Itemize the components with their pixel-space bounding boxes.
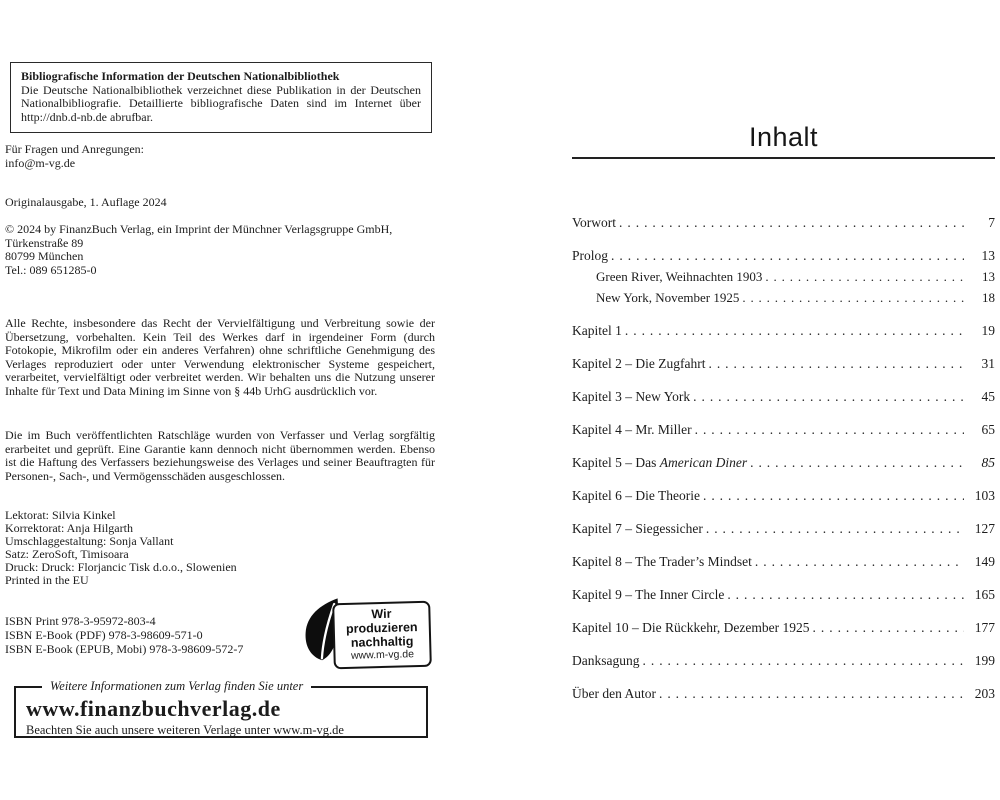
credit-korrektorat: Korrektorat: Anja Hilgarth	[5, 521, 133, 535]
bib-box-body: Die Deutsche Nationalbibliothek verzeichnet diese Publikation in der Deutschen Nationalbibliografie. Detaillierte bibliografische Daten sind im Internet über http://dnb.d-nb.de abrufbar.	[21, 82, 421, 124]
badge-line1: Wir produzieren	[345, 606, 418, 636]
sustainability-badge-box	[332, 601, 432, 670]
toc-subentry-green-river	[572, 266, 995, 287]
dot-leader	[755, 551, 964, 572]
dot-leader	[703, 485, 964, 506]
dot-leader	[695, 419, 964, 440]
contact-email: info@m-vg.de	[5, 155, 76, 170]
dot-leader	[706, 518, 964, 539]
toc-label: Kapitel 1	[572, 323, 622, 338]
copyright-line: © 2024 by FinanzBuch Verlag, ein Imprint der Münchner Verlagsgruppe GmbH,	[5, 222, 393, 236]
badge-url: www.m-vg.de	[350, 648, 415, 662]
title-rule	[572, 157, 995, 159]
toc-entry-danksagung	[572, 650, 995, 671]
publisher-city: 80799 München	[5, 249, 84, 263]
toc-entry-kapitel-1	[572, 320, 995, 341]
contents-page	[572, 0, 995, 800]
toc-entry-kapitel-10	[572, 617, 995, 638]
toc-subentry-new-york	[572, 287, 995, 308]
isbn-ebook-pdf: ISBN E-Book (PDF) 978-3-98609-571-0	[5, 628, 203, 642]
dot-leader	[750, 452, 964, 473]
dot-leader	[765, 266, 964, 287]
toc-page-number: 19	[981, 323, 995, 338]
disclaimer-paragraph: Die im Buch veröffentlichten Ratschläge wurden von Verfasser und Verlag sorgfältig erarbeitet und geprüft. Eine Garantie kann dennoch nicht übernommen werden. Ebenso ist die Haftung des Verfassers beziehungsweise des Verlages und seiner Beauftragten für Personen-, Sach-, und Vermögensschäden ausgeschlossen.	[5, 428, 435, 483]
toc-label: Kapitel 10 – Die Rückkehr, Dezember 1925	[572, 620, 810, 635]
toc-page-number: 65	[981, 422, 995, 437]
publisher-street: Türkenstraße 89	[5, 235, 84, 250]
contact-block	[5, 143, 435, 170]
toc-page-number: 177	[974, 620, 995, 635]
toc-label: Prolog	[572, 248, 609, 263]
toc-label: Kapitel 6 – Die Theorie	[572, 488, 700, 503]
imprint-page	[0, 0, 450, 800]
credit-druck: Druck: Druck: Florjancic Tisk d.o.o., Slowenien	[5, 560, 237, 574]
toc-page-number: 203	[974, 686, 995, 701]
toc-entry-kapitel-2	[572, 353, 995, 374]
toc-label: Über den Autor	[572, 686, 656, 701]
toc-label: Kapitel 9 – The Inner Circle	[572, 587, 725, 602]
bibliographic-info-box	[10, 62, 432, 133]
credit-lektorat: Lektorat: Silvia Kinkel	[5, 508, 116, 522]
credits-block	[5, 509, 435, 587]
rights-paragraph: Alle Rechte, insbesondere das Recht der Vervielfältigung und Verbreitung sowie der Übersetzung, vorbehalten. Kein Teil des Werkes darf in irgendeiner Form (durch Fotokopie, Mikrofilm oder ein anderes Verfahren) ohne schriftliche Genehmigung des Verlages reproduziert oder unter Verwendung elektronischer Systeme gespeichert, verarbeitet, vervielfältigt oder verbreitet werden. Wir behalten uns die Nutzung unserer Inhalte für Text und Data Mining im Sinne von § 44b UrhG ausdrücklich vor.	[5, 316, 435, 398]
dot-leader	[625, 320, 964, 341]
toc-entry-kapitel-9	[572, 584, 995, 605]
dot-leader	[742, 287, 964, 308]
publisher-note: Beachten Sie auch unsere weiteren Verlage unter www.m-vg.de	[26, 723, 344, 737]
toc-page-number: 165	[974, 587, 995, 602]
toc-page-number: 31	[981, 356, 995, 371]
toc-label: Danksagung	[572, 653, 640, 668]
toc-entry-kapitel-4	[572, 419, 995, 440]
dot-leader	[619, 212, 964, 233]
bib-box-title: Bibliografische Information der Deutschen Nationalbibliothek	[21, 69, 340, 83]
toc-page-number: 13	[981, 248, 995, 263]
credit-umschlag: Umschlaggestaltung: Sonja Vallant	[5, 534, 174, 548]
table-of-contents	[572, 212, 995, 704]
publisher-url: www.finanzbuchverlag.de	[26, 696, 281, 721]
toc-page-number: 18	[982, 290, 995, 305]
credit-printed: Printed in the EU	[5, 573, 89, 587]
toc-page-number: 103	[974, 488, 995, 503]
toc-label: Kapitel 4 – Mr. Miller	[572, 422, 692, 437]
toc-page-number: 45	[981, 389, 995, 404]
toc-label: Kapitel 7 – Siegessicher	[572, 521, 703, 536]
toc-entry-prolog	[572, 245, 995, 266]
toc-label: Kapitel 5 – Das	[572, 455, 660, 470]
toc-entry-vorwort	[572, 212, 995, 233]
toc-page-number: 85	[981, 455, 995, 470]
dot-leader	[643, 650, 965, 671]
publisher-phone: Tel.: 089 651285-0	[5, 262, 97, 277]
dot-leader	[813, 617, 964, 638]
toc-label: Green River, Weihnachten 1903	[596, 269, 763, 284]
isbn-ebook-epub: ISBN E-Book (EPUB, Mobi) 978-3-98609-572-7	[5, 642, 244, 656]
toc-entry-ueber-den-autor	[572, 683, 995, 704]
dot-leader	[708, 353, 964, 374]
contact-label: Für Fragen und Anregungen:	[5, 142, 144, 156]
toc-label: Kapitel 8 – The Trader’s Mindset	[572, 554, 752, 569]
isbn-print: ISBN Print 978-3-95972-803-4	[5, 614, 156, 628]
toc-entry-kapitel-5	[572, 452, 995, 473]
toc-entry-kapitel-3	[572, 386, 995, 407]
page-title: Inhalt	[748, 122, 819, 152]
toc-label: Kapitel 3 – New York	[572, 389, 691, 404]
toc-page-number: 199	[974, 653, 995, 668]
dot-leader	[693, 386, 964, 407]
toc-entry-kapitel-7	[572, 518, 995, 539]
toc-entry-kapitel-8	[572, 551, 995, 572]
dot-leader	[659, 683, 964, 704]
toc-label: Kapitel 2 – Die Zugfahrt	[572, 356, 706, 371]
credit-satz: Satz: ZeroSoft, Timisoara	[5, 547, 129, 561]
toc-page-number: 13	[982, 269, 995, 284]
dot-leader	[727, 584, 964, 605]
toc-label-italic: American Diner	[659, 455, 748, 470]
publisher-box-tagline: Weitere Informationen zum Verlag finden Sie unter	[42, 679, 311, 694]
edition-line: Originalausgabe, 1. Auflage 2024	[5, 195, 167, 209]
toc-page-number: 149	[974, 554, 995, 569]
toc-page-number: 127	[974, 521, 995, 536]
toc-page-number: 7	[988, 215, 995, 230]
toc-label: New York, November 1925	[596, 290, 740, 305]
dot-leader	[611, 245, 964, 266]
sustainability-badge	[300, 596, 435, 664]
copyright-block	[5, 223, 435, 277]
badge-line2: nachhaltig	[350, 634, 414, 650]
toc-entry-kapitel-6	[572, 485, 995, 506]
toc-label: Vorwort	[572, 215, 617, 230]
publisher-info-box	[14, 679, 428, 738]
